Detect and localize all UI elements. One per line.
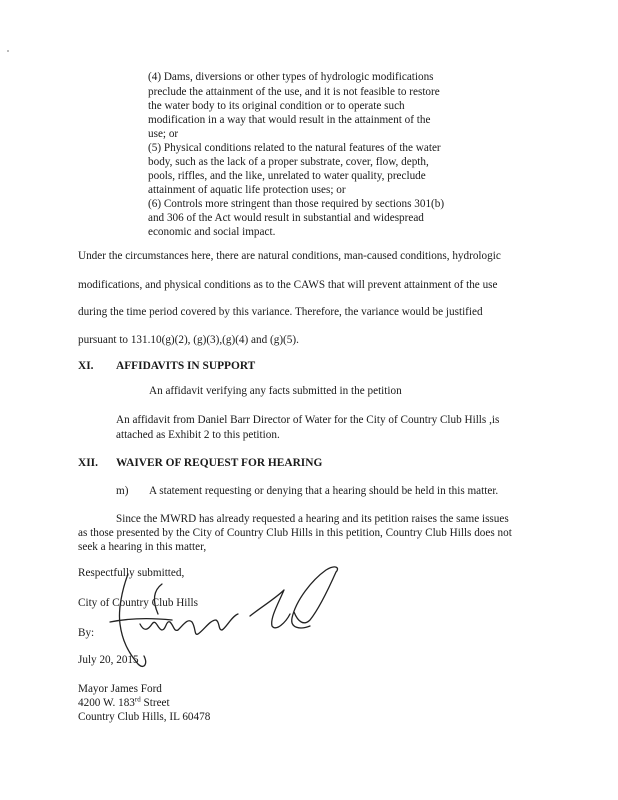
quote-line: attainment of aquatic life protection uses; or [148, 184, 346, 196]
quote-line: pools, riffles, and the like, unrelated to water quality, preclude [148, 170, 426, 182]
signer-address-line1: 4200 W. 183rd Street [78, 695, 170, 709]
handwritten-signature [100, 560, 340, 670]
quote-line: modification in a way that would result in the attainment of the [148, 114, 431, 126]
by-label: By: [78, 627, 95, 639]
body-line: during the time period covered by this variance. Therefore, the variance would be justified [78, 306, 483, 318]
section-xii-item-label: m) [116, 485, 129, 497]
quote-line: and 306 of the Act would result in substantial and widespread [148, 212, 424, 224]
signature-date: July 20, 2015 [78, 654, 139, 666]
body-line: modifications, and physical conditions as to the CAWS that will prevent attainment of the use [78, 279, 498, 291]
signer-address-line2: Country Club Hills, IL 60478 [78, 711, 211, 723]
respectfully-submitted: Respectfully submitted, [78, 567, 185, 579]
quote-line: use; or [148, 128, 179, 140]
quote-line: (6) Controls more stringent than those required by sections 301(b) [148, 198, 445, 210]
signer-name: Mayor James Ford [78, 683, 162, 695]
section-xi-paragraph-line: An affidavit from Daniel Barr Director of Water for the City of Country Club Hills ,is [116, 414, 500, 426]
section-xi-heading: AFFIDAVITS IN SUPPORT [116, 360, 256, 372]
quote-line: the water body to its original condition or to operate such [148, 100, 405, 112]
quote-line: body, such as the lack of a proper substrate, cover, flow, depth, [148, 156, 429, 168]
section-xii-heading: WAIVER OF REQUEST FOR HEARING [116, 457, 323, 469]
quote-line: (5) Physical conditions related to the natural features of the water [148, 142, 441, 154]
body-line: Under the circumstances here, there are natural conditions, man-caused conditions, hydrologic [78, 250, 501, 262]
section-xii-paragraph-line: seek a hearing in this matter, [78, 541, 207, 553]
section-xi-paragraph-line: attached as Exhibit 2 to this petition. [116, 429, 280, 441]
section-xii-item-text: A statement requesting or denying that a hearing should be held in this matter. [149, 485, 499, 497]
signatory-entity: City of Country Club Hills [78, 597, 198, 609]
section-xii-number: XII. [78, 457, 98, 469]
quote-line: economic and social impact. [148, 226, 276, 238]
quote-line: preclude the attainment of the use, and it is not feasible to restore [148, 86, 440, 98]
quote-line: (4) Dams, diversions or other types of hydrologic modifications [148, 71, 434, 83]
section-xii-paragraph-line: Since the MWRD has already requested a hearing and its petition raises the same issues [116, 513, 509, 525]
section-xi-number: XI. [78, 360, 94, 372]
section-xi-prompt: An affidavit verifying any facts submitted in the petition [149, 385, 402, 397]
body-line: pursuant to 131.10(g)(2), (g)(3),(g)(4) and (g)(5). [78, 334, 299, 346]
section-xii-paragraph-line: as those presented by the City of Country Club Hills in this petition, Country Club Hills does not [78, 527, 512, 539]
scan-speck [7, 50, 9, 52]
